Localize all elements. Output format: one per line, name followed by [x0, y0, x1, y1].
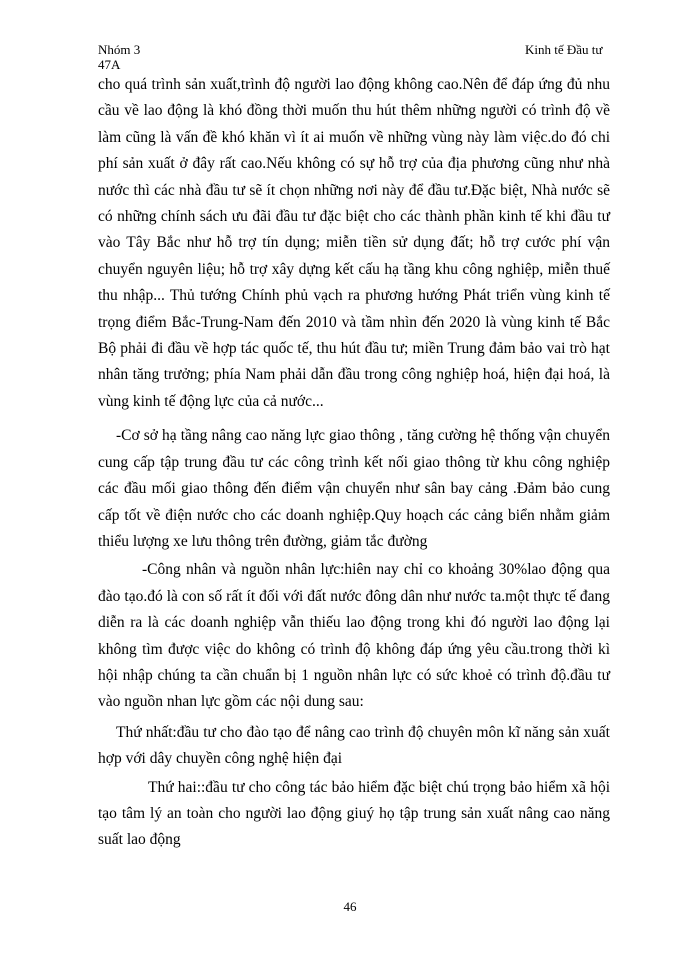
- header-class-code: 47A: [98, 57, 121, 72]
- paragraph-human-resources: -Công nhân và nguồn nhân lực:hiên nay chỉ co khoảng 30%lao động qua đào tạo.đó là con số rất ít đối với đất nước đông dân như nước ta.một thực tế đang diễn ra là các doanh nghiệp vẫn thiếu lao động trong khi đó người lao động lại không tìm được việc do không có trình độ không đáp ứng yêu cầu.trong thời kì hội nhập chúng ta cần chuẩn bị 1 nguồn nhân lực có sức khoẻ có trình độ.đầu tư vào nguồn nhan lực gồm các nội dung sau:: [98, 561, 610, 711]
- document-body: [98, 72, 610, 854]
- header-group: Nhóm 3: [98, 42, 141, 57]
- paragraph-first-point: Thứ nhất:đầu tư cho đào tạo để nâng cao trình độ chuyên môn kĩ năng sản xuất hợp với dây chuyền công nghệ hiện đại: [98, 723, 610, 768]
- paragraph-infrastructure: -Cơ sở hạ tầng nâng cao năng lực giao thông , tăng cường hệ thống vận chuyển cung cấp tập trung đầu tư các công trình kết nối giao thông từ khu công nghiệp các đầu mối giao thông đến điểm vận chuyển như sân bay cảng .Đảm bảo cung cấp tốt về điện nước cho các doanh nghiệp.Quy hoạch các cảng biển nhằm giảm thiểu lượng xe lưu thông trên đường, giảm tắc đường: [98, 427, 610, 550]
- page-number: 46: [343, 899, 357, 914]
- header-subject: Kinh tế Đầu tư: [525, 42, 603, 57]
- page-header-left: [98, 42, 140, 72]
- paragraph-labor-and-policy: cho quá trình sản xuất,trình độ người lao động không cao.Nên để đáp ứng đủ nhu cầu về lao động là khó đồng thời muốn thu hút thêm những người có trình độ về làm cũng là vấn đề khó khăn vì ít ai muốn về những vùng này làm việc.do đó chi phí sản xuất ở đây rất cao.Nếu không có sự hỗ trợ của địa phương cũng như nhà nước thì các nhà đầu tư sẽ ít chọn những nơi này để đầu tư.Đặc biệt, Nhà nước sẽ có những chính sách ưu đãi đầu tư đặc biệt cho các thành phần kinh tế khi đầu tư vào Tây Bắc như hỗ trợ tín dụng; miễn tiền sử dụng đất; hỗ trợ cước phí vận chuyển nguyên liệu; hỗ trợ xây dựng kết cấu hạ tầng khu công nghiệp, miễn thuế thu nhập... Thủ tướng Chính phủ vạch ra phương hướng Phát triển vùng kinh tế trọng điểm Bắc-Trung-Nam đến 2010 và tầm nhìn đến 2020 là vùng kinh tế Bắc Bộ phải đi đầu về hợp tác quốc tế, thu hút đầu tư; miền Trung đảm bảo vai trò hạt nhân tăng trưởng; phía Nam phải dẫn đầu trong công nghiệp hoá, hiện đại hoá, là vùng kinh tế động lực của cả nước...: [98, 76, 610, 410]
- paragraph-second-point: Thứ hai::đầu tư cho công tác bảo hiểm đặc biệt chú trọng bảo hiểm xã hội tạo tâm lý an toàn cho người lao động giuý họ tập trung sản xuất nâng cao năng suất lao động: [98, 778, 610, 849]
